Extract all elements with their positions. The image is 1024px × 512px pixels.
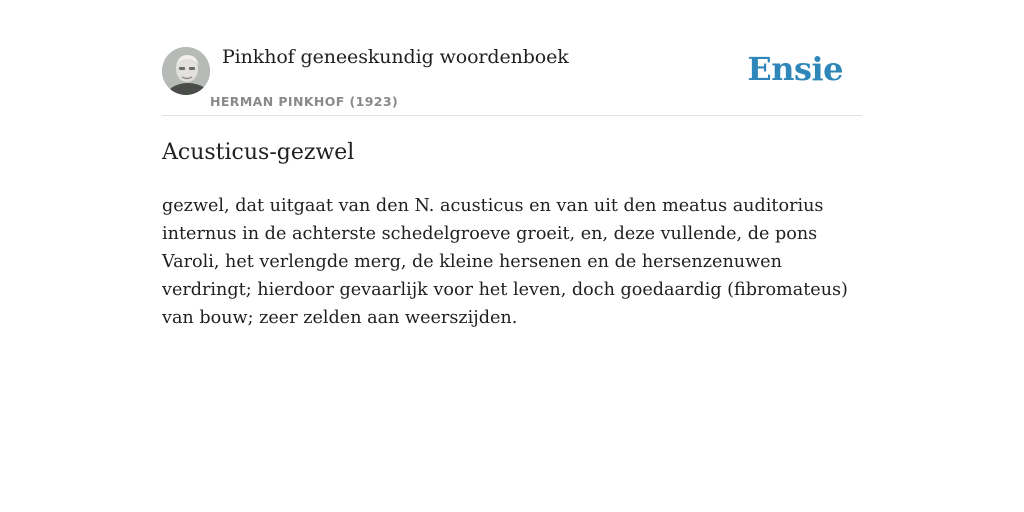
source-author: HERMAN PINKHOF (1923): [210, 94, 399, 109]
author-avatar: [162, 47, 210, 95]
ensie-logo-link[interactable]: Ensie: [747, 50, 843, 88]
author-portrait-icon: [162, 47, 210, 95]
entry-title: Acusticus-gezwel: [162, 140, 355, 165]
source-header: [162, 40, 862, 116]
entry-definition: gezwel, dat uitgaat van den N. acusticus en van uit den meatus auditorius internus in de achterste schedelgroeve groeit, en, deze vullende, de pons Varoli, het verlengde merg, de kleine hersenen en de hersenzenuwen verdringt; hierdoor gevaarlijk voor het leven, doch goedaardig (fibromateus) van bouw; zeer zelden aan weerszijden.: [162, 196, 848, 328]
source-title-link[interactable]: Pinkhof geneeskundig woordenboek: [222, 46, 569, 68]
